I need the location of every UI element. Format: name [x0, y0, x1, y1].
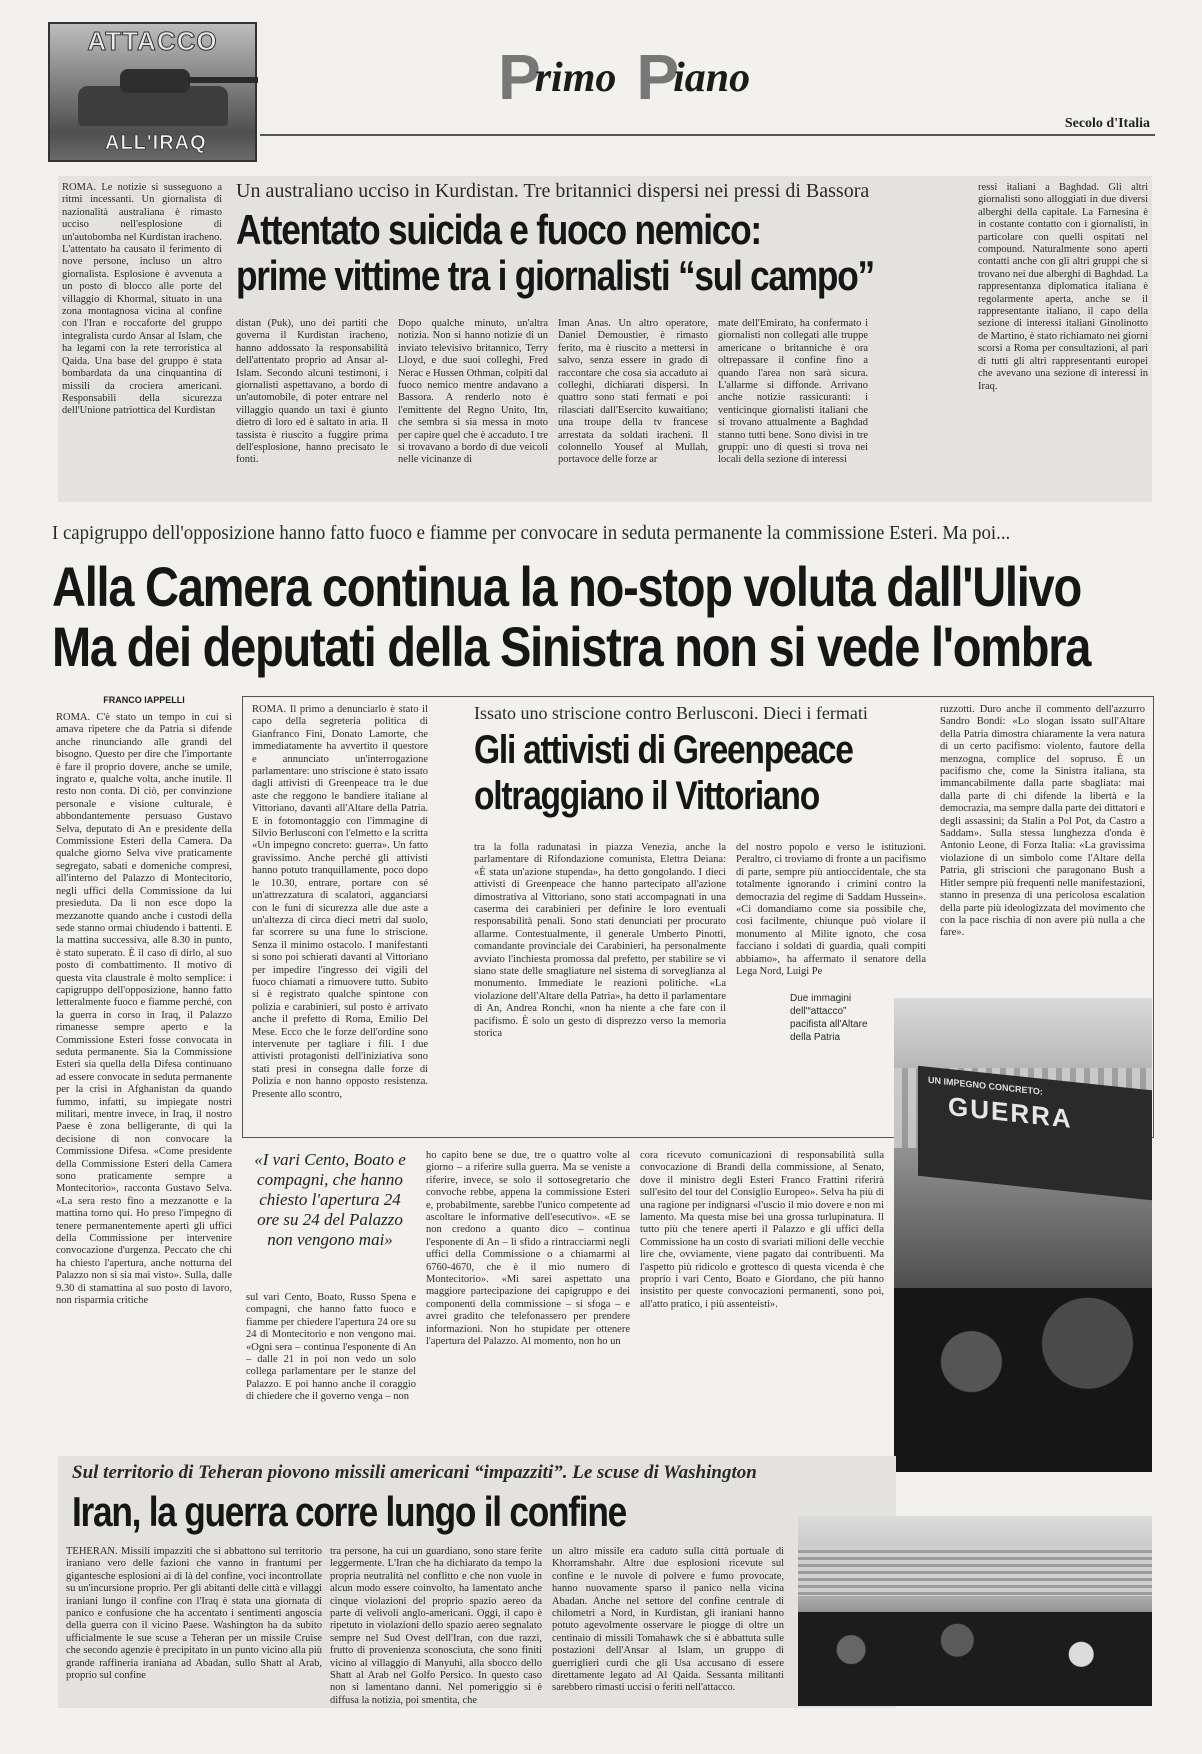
article1-col6: ressi italiani a Baghdad. Gli altri giornalisti sono alloggiati in due diversi alberghi della capitale. La Farnesina è in costante contatto con i giornalisti, in particolare con quelli ospitati nel compound. Naturalmente sono aperti contatti anche con gli altri gruppi che si trovano nei due alberghi di Baghdad. La rappresentanza diplomatica italiana è regolarmente aperta, anche se il rappresentante italiano, il capo della sezione di interessi italiani Ginolinotto de Martino, è stato richiamato nei giorni scorsi a Roma per consultazioni, al pari di tutti gli altri rappresentanti europei che avevano una sezione di interessi in Iraq. — [978, 182, 1148, 392]
article1-col1: ROMA. Le notizie si susseguono a ritmi incessanti. Un giornalista di nazionalità australiana è rimasto ucciso nell'esplosione di un'autobomba nel Kurdistan iracheno. L'attentato ha causato il ferimento di nove persone, incluso un altro giornalista. Esplosione è avvenuta a un posto di blocco alle porte del villaggio di Khormal, situato in una zona montagnosa vicina al confine con l'Iran e roccaforte del gruppo integralista curdo Ansar al Islam, che ha legami con la rete terroristica al Qaida. Una base del gruppo è stata bombardata da una cinquantina di missili da crociera americani. Responsabili della sicurezza dell'Unione patriottica del Kurdistan — [62, 182, 222, 417]
article4-headline: Iran, la guerra corre lungo il confine — [72, 1488, 626, 1535]
article1-kicker: Un australiano ucciso in Kurdistan. Tre britannici dispersi nei pressi di Bassora — [236, 180, 870, 202]
crowd — [798, 1612, 1152, 1706]
article1-headline-2: prime vittime tra i giornalisti “sul campo” — [236, 252, 874, 299]
section-badge — [48, 22, 257, 162]
article2-byline: FRANCO IAPPELLI — [56, 695, 232, 705]
article4-col3: un altro missile era caduto sulla città portuale di Khorramshahr. Altre due esplosioni ricevute sul confine e le nuvole di polvere e fumo provocate, hanno nuovamente sparso il panico nella vicina Abadan. Anche nel settore del confine centrale di chilometri a Nord, in Kurdistan, gli iraniani hanno potuto agevolmente osservare le piogge di oltre un centinaio di missili Tomahawk che si è abbattuta sulle postazioni dell'Ansar al Islam, un gruppo di guerriglieri curdi che gli Usa accusano di essere direttamente legato ad Al Qaida. Sessanta militanti sarebbero rimasti uccisi o feriti nell'attacco. — [552, 1546, 784, 1694]
vittoriano-photo — [894, 998, 1152, 1472]
article1-col3: Dopo qualche minuto, un'altra notizia. Non si hanno notizie di un inviato televisivo britannico, Terry Lloyd, e due suoi colleghi, Fred Nerac e Hussen Othman, colpiti dal fuoco nemico mentre andavano a Bassora. A renderlo noto è l'emittente del Regno Unito, Itn, che sembra si sia messa in moto per capire quel che è accaduto. I tre si trovavano a bordo di due veicoli nelle vicinanze di — [398, 318, 548, 466]
article2-headline-2: Ma dei deputati della Sinistra non si vede l'ombra — [52, 615, 1091, 678]
article4-col1: TEHERAN. Missili impazziti che si abbattono sul territorio iraniano vero delle fazioni che vanno in frantumi per gigantesche esplosioni ai di là del confine, voci incontrollate su un'incursione proprio. Per gli abitanti delle città e villaggi iraniani lungo il confine con l'Iraq è stata una giornata di panico e confusione che ha accentato i sentimenti angoscia della guerra con il vicino Paese. Washington ha da subito ufficialmente le sue scuse a Teheran per un missile Cruise che secondo agenzie è precipitato in un punto vicino alla più grande raffineria iraniana ad Abadan, sullo Shatt al Arab, proprio sul confine — [66, 1546, 322, 1682]
article3-caption: Due immagini dell'“attacco” pacifista all'Altare della Patria — [790, 993, 868, 1043]
article3-col3: del nostro popolo e verso le istituzioni. Peraltro, ci troviamo di fronte a un pacifismo di parte, sempre più antioccidentale, che sta totalmente ignorando i crimini contro la democrazia del regime di Saddam Hussein». «Ci domandiamo come sia possibile che, così facilmente, chiunque può violare il monumento al Milite ignoto, che cosa facciano i soldati di guardia, quali compiti abbiamo», ha affermato il senatore della Lega Nord, Luigi Pe — [736, 842, 926, 978]
badge-bottom-text: ALL'IRAQ — [105, 132, 207, 154]
article3-col2: tra la folla radunatasi in piazza Venezia, anche la parlamentare di Rifondazione comunista, Elettra Deiana: «È stata un'azione stupenda», ha detto gongolando. I dieci attivisti di Greenpeace che hanno partecipato all'azione dimostrativa al Vittoriano, sono stati accompagnati in una caserma dei carabinieri per definire le loro eventuali responsabilità penali. Sono stati denunciati per procurato allarme. Contestualmente, il generale Umberto Pinotti, comandante provinciale dei Carabinieri, ha personalmente avviato l'inchiesta promossa dal prefetto, per stabilire se vi siano state delle smagliature nel sistema di sorveglianza al monumento. Immediate le reazioni politiche. «La violazione dell'Altare della Patria», ha detto il parlamentare di An, Andrea Ronchi, «non ha niente a che fare con il pacifismo. È solo un gesto di disprezzo verso la memoria storica — [474, 842, 726, 1040]
crowd-photo — [798, 1516, 1152, 1706]
article1-col5: mate dell'Emirato, ha confermato i giornalisti non collegati alle truppe americane o britanniche è ora oltrepassare il confine fino a quando l'area non sarà sicura. L'allarme si diffonde. Arrivano anche notizie rassicuranti: i venticinque giornalisti italiani che si trovano attualmente a Baghdad stanno tutti bene. Sono divisi in tre gruppi: uno di questi si trova nei locali della sezione di interessi — [718, 318, 868, 466]
banner-small-text: UN IMPEGNO CONCRETO: — [928, 1074, 1043, 1097]
masthead: Secolo d'Italia — [1064, 116, 1150, 131]
article3-headline-2: oltraggiano il Vittoriano — [474, 774, 819, 818]
banner-big-text: GUERRA — [948, 1090, 1073, 1134]
article2-kicker: I capigruppo dell'opposizione hanno fatto fuoco e fiamme per convocare in seduta permanente la commissione Esteri. Ma poi... — [52, 522, 1011, 544]
article3-col0: ROMA. Il primo a denunciarlo è stato il capo della segreteria politica di Gianfranco Fini, Donato Lamorte, che immediatamente ha avvertito il questore e annunciato un'interrogazione parlamentare: uno striscione è stato issato dagli attivisti di Greenpeace tra le due aste che reggono le bandiere italiane al Vittoriano, davanti all'Altare della Patria. E in fotomontaggio con l'immagine di Silvio Berlusconi con l'elmetto e la scritta «Un impegno concreto: guerra». Un fatto gravissimo. Anche perché gli attivisti hanno potuto tranquillamente, poco dopo le 10.30, entrare, portare con sé un'attrezzatura di scalatori, agganciarsi con le funi di sicurezza alle due aste a un'altezza di circa dieci metri dal suolo, far scorrere su una fune lo striscione. Senza il minimo ostacolo. I manifestanti si sono poi schierati davanti al Vittoriano per impedire l'ingresso dei vigili del fuoco chiamati a rimuovere tutto. Subito si è registrato qualche spintone con polizia e carabinieri, sul posto è arrivato anche il prefetto di Roma, Emilio Del Mese. Ecco che le forze dell'ordine sono intervenute per tagliare i fili. I due attivisti protagonisti dell'iniziativa sono stati presi in consegna dalle forze di Polizia e non hanno opposto resistenza. Presente allo scontro, — [252, 704, 428, 1100]
article3-col4: ruzzotti. Duro anche il commento dell'azzurro Sandro Bondi: «Lo slogan issato sull'Altare della Patria dimostra chiaramente la vera natura di un certo pacifismo: violento, fautore della menzogna, complice del sopruso. È un pacifismo che, come la Sinistra italiana, sta immancabilmente dalla parte sbagliata: mai dalla parte di chi difende la libertà e la democrazia, ma sempre dalla parte dei dittatori e degli assassini; da Stalin a Pol Pot, da Castro a Saddam». Sulla stessa lunghezza d'onda è Antonio Leone, di Forza Italia: «La gravissima violazione di un simbolo come l'Altare della Patria, gli striscioni che paragonano Bush a Hitler sempre più frequenti nelle manifestazioni, stanno in presenza di una pericolosa escalation della parte più ideologizzata del movimento che con la pace rischia di non avere più nulla a che fare». — [940, 704, 1145, 939]
article2-col4: ho capito bene se due, tre o quattro volte al giorno – a riferire sulla guerra. Ma se veniste a riferire, invece, se solo il sottosegretario che convoche rebbe, appena la commissione Esteri e, probabilmente, sarebbe l'unico competente ad ascoltare le informative dell'esecutivo». «E se non credono a quanto dico – continua l'esponente di An – li sfido a rintracciarmi negli uffici della Commissione o a chiamarmi al 6760-4670, che è il mio numero di Montecitorio». «Mi sarei aspettato una maggiore partecipazione dei capigruppo e dei componenti della commissione – si sfoga – e avrei gradito che telefonassero per prendere informazioni. Non ho stupidate per ottenere l'apertura del Palazzo. Al momento, non ho un — [426, 1150, 630, 1348]
title-rimo: rimo — [534, 55, 617, 101]
article2-headline-1: Alla Camera continua la no-stop voluta dall'Ulivo — [52, 555, 1081, 618]
article3-headline-1: Gli attivisti di Greenpeace — [474, 728, 853, 772]
section-title — [498, 40, 756, 113]
pull-quote: «I vari Cento, Boato e compagni, che hanno chiesto l'apertura 24 ore su 24 del Palazzo non vengono mai» — [254, 1150, 406, 1249]
tank-turret — [120, 69, 190, 93]
article2-col3: sul vari Cento, Boato, Russo Spena e compagni, che hanno fatto fuoco e fiamme per chiedere l'apertura 24 ore su 24 di Montecitorio e non vengono mai. «Ogni sera – continua l'esponente di An – dalle 21 in poi non vedo un solo collega parlamentare per le stanze del Palazzo. E poi hanno anche il coraggio di chiedere che il governo venga – non — [246, 1292, 416, 1403]
article4-col2: tra persone, ha cui un guardiano, sono stare ferite leggermente. L'Iran che ha dichiarato da tempo la propria neutralità nel conflitto e che non vuole in alcun modo essere coinvolto, ha lamentato anche cinque violazioni del proprio spazio aereo da parte di velivoli anglo-americani. Oggi, il capo è ripetuto in violazioni dello spazio aereo segnalato sempre nel Sud Ovest dell'Iran, con due razzi, frutto di provenienza sconosciuta, che sono finiti vicino al villaggio di Manyuhi, alla sbocco dello Shatt al Arab nel Golfo Persico. In questo caso non si lamentano danni. Nel pomeriggio si è diffusa la notizia, poi smentita, che — [330, 1546, 542, 1706]
badge-top-text: ATTACCO — [87, 26, 218, 56]
article2-col5: cora ricevuto comunicazioni di responsabilità sulla convocazione di Brandi della commissione, al Senato, dove il ministro degli Esteri Franco Frattini riferirà sull'esito del tour del Consiglio Europeo». Selva ha più di una ragione per indignarsi «l'uscio il mio dovere e non mi lamento. Ma questa mise bei una grossa turlupinatura. Il tutto più che tenere aperti il Palazzo e gli uffici della Commissione ha un costo di svariati milioni delle vecchie lire che, ovviamente, viene pagato dai contribuenti. Ma l'aspetto più ridicolo e grottesco di questa vicenda è che proprio i vari Cento, Boato e Giordano, che più hanno insistito per queste convocazioni permanenti, sono poi, all'atto pratico, i più assenteisti». — [640, 1150, 884, 1310]
title-initial-p: P — [498, 41, 541, 113]
title-initial-p2: P — [636, 41, 680, 113]
stairs — [798, 1546, 1152, 1596]
title-iano: iano — [673, 55, 751, 101]
article3-kicker: Issato uno striscione contro Berlusconi. Dieci i fermati — [474, 703, 868, 723]
tank-barrel — [188, 77, 258, 83]
crowd-silhouettes — [894, 1288, 1152, 1472]
article1-headline-1: Attentato suicida e fuoco nemico: — [236, 206, 761, 253]
article1-col4: Iman Anas. Un altro operatore, Daniel Demoustier, è rimasto ferito, ma è riuscito a mettersi in salvo, senza essere in grado di raccontare che cosa sia accaduto ai colleghi, dichiarati dispersi. In quattro sono stati fermati e poi rilasciati dall'Esercito kuwaitiano; una troupe della tv francese arrestata da soldati iracheni. Il colonnello Yousef al Mullah, portavoce delle forze ar — [558, 318, 708, 466]
banner-cloth — [918, 1066, 1152, 1201]
article1-col2: distan (Puk), uno dei partiti che governa il Kurdistan iracheno, hanno addossato la responsabilità dell'attentato proprio ad Ansar al-Islam. Secondo alcuni testimoni, i giornalisti aspettavano, a bordo di un'automobile, di poter entrare nel villaggio quando un taxi è giunto dietro di loro ed è saltato in aria. Il tassista è riuscito a fuggire prima dell'esplosione, hanno precisato le fonti. — [236, 318, 388, 466]
article4-kicker: Sul territorio di Teheran piovono missili americani “impazziti”. Le scuse di Washington — [72, 1462, 757, 1483]
header-rule — [260, 134, 1155, 136]
article2-col1: ROMA. C'è stato un tempo in cui si amava ripetere che da Patria si difende anche rinunciando alle grandi del bisogno. Questo per dire che l'importante è fare il proprio dovere, anche se umile, ingrato e, qualche volta, anche inutile. Il resto non conta. Di ciò, per convinzione personale e visione culturale, è abbondantemente persuaso Gustavo Selva, deputato di An e presidente della Commissione Esteri della Camera. Da qualche giorno Selva vive praticamente segregato, sabati e domeniche compresi, all'interno del Palazzo di Montecitorio, negli uffici della Commissione da lui presieduta. Da lì non esce dopo la mezzanotte quando anche i custodi della sede stanno ormai chiudendo i battenti. E la mattina successiva, alle 8.30 in punto, è stato superato. È il caso di dirlo, al suo posto di combattimento. Il motivo di questa vita claustrale è molto semplice: i capigruppo dell'opposizione, hanno fatto letteralmente fuoco e fiamme perché, con la guerra in corso in Iraq, il Palazzo rimanesse sempre aperto e la Commissione Esteri fosse convocata in seduta permanente. Sia la Commissione Esteri sia quella della Difesa continuano ad essere convocate in seduta permanente per la crisi in Afghanistan da quando fummo, infatti, su impiegate nostri militari, mentre invece, in Iraq, il nostro Paese è zona belligerante, di qui la decisione di non convocare la Commissione Difesa. «Come presidente della Commissione Esteri della Camera sono praticamente sempre a Montecitorio», racconta Gustavo Selva. «La sera resto fino a mezzanotte e la mattina torno qui. Ho preso l'impegno di tenere permanentemente aperti gli uffici della Commissione per intervenire convocazione d'urgenza. Peccato che chi ha chiesto l'apertura, anche notturna del Palazzo non si sia mai visto». Sulla, dalle 9.30 di stamattina al suo posto di lavoro, non risparmia critiche — [56, 712, 232, 1307]
